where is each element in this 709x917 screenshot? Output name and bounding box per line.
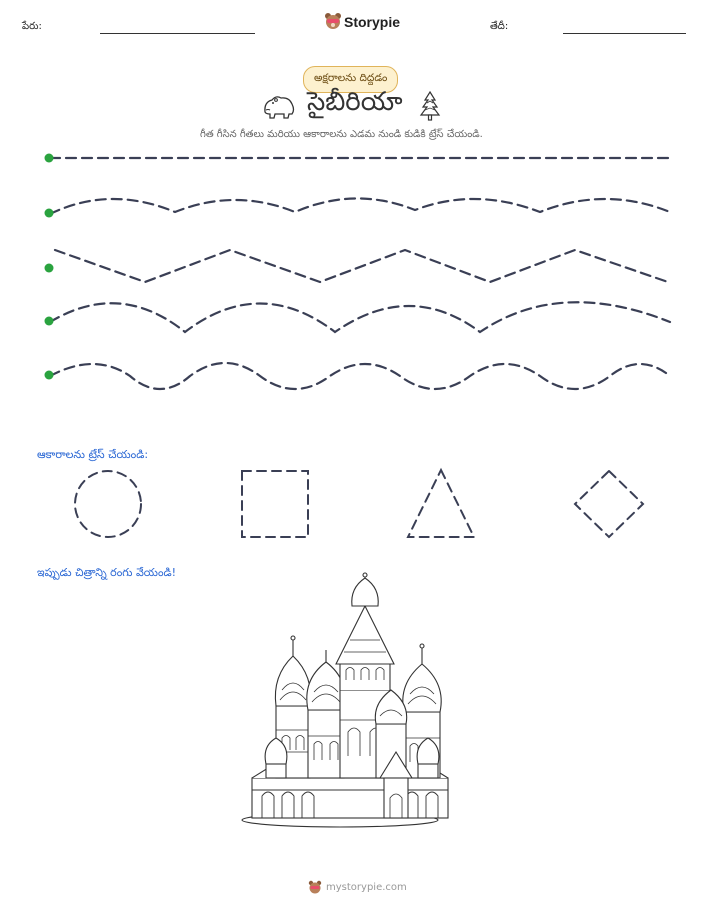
start-dot-5	[45, 371, 54, 380]
start-dot-4	[45, 317, 54, 326]
shapes-heading: ఆకారాలను ట్రేస్ చేయండి:	[37, 448, 149, 461]
footer-logo-icon	[308, 880, 322, 894]
st-basils-cathedral-coloring-picture[interactable]	[242, 573, 448, 827]
footer-url[interactable]: mystorypie.com	[326, 882, 407, 893]
trace-shape-triangle[interactable]	[408, 470, 474, 537]
trace-line-wave-3[interactable]	[50, 363, 670, 389]
trace-line-wave-2[interactable]	[50, 302, 670, 332]
brand-name: Storypie	[344, 14, 401, 30]
page-title: సైబీరియా	[307, 87, 403, 117]
start-dot-1	[45, 154, 54, 163]
trace-line-wave-1[interactable]	[50, 198, 670, 214]
trace-shape-diamond[interactable]	[575, 471, 643, 537]
start-dot-2	[45, 209, 54, 218]
date-label: తేదీ:	[490, 21, 509, 32]
name-label: పేరు:	[22, 21, 42, 32]
worksheet-badge: అక్షరాలను దిద్దడం	[303, 66, 398, 93]
trace-shape-square[interactable]	[242, 471, 308, 537]
trace-shape-circle[interactable]	[75, 471, 141, 537]
trace-line-zigzag[interactable]	[55, 250, 668, 282]
instruction-text: గీత గీసిన గీతలు మరియు ఆకారాలను ఎడమ నుండి కుడికి ట్రేస్ చేయండి.	[200, 129, 483, 140]
start-dot-3	[45, 264, 54, 273]
coloring-heading: ఇప్పుడు చిత్రాన్ని రంగు వేయండి!	[37, 566, 177, 579]
